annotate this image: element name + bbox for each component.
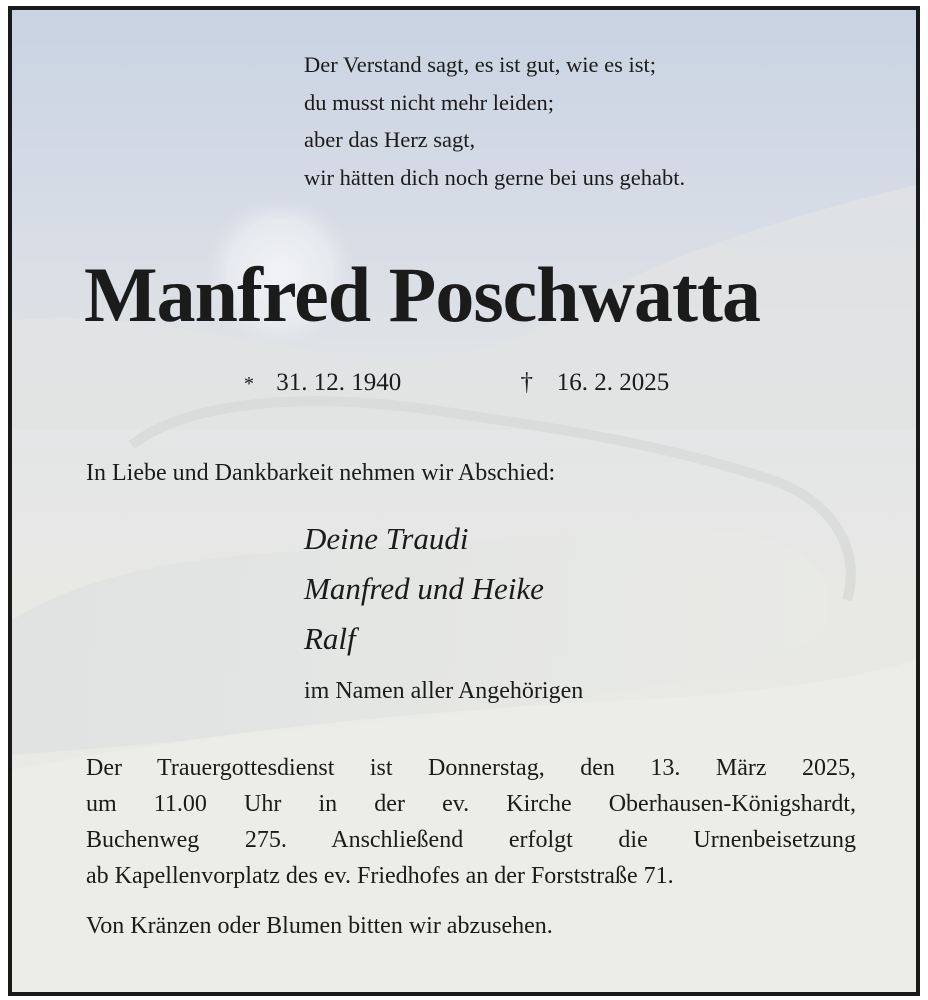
verse-line: Der Verstand sagt, es ist gut, wie es ist; xyxy=(304,52,657,77)
service-line: ab Kapellenvorplatz des ev. Friedhofes an der Forststraße 71. xyxy=(86,863,674,889)
death-date: 16. 2. 2025 xyxy=(556,369,670,396)
on-behalf-line: im Namen aller Angehörigen xyxy=(304,678,584,704)
service-details xyxy=(86,750,856,894)
birth-date: 31. 12. 1940 xyxy=(276,369,402,396)
death-symbol: † xyxy=(520,369,533,396)
farewell-intro: In Liebe und Dankbarkeit nehmen wir Abschied: xyxy=(86,460,556,486)
mourner: Deine Traudi xyxy=(304,521,469,556)
mourner: Ralf xyxy=(304,621,356,656)
service-line: Buchenweg 275. Anschließend erfolgt die Urnenbeisetzung xyxy=(86,827,856,853)
service-line: Der Trauergottesdienst ist Donnerstag, den 13. März 2025, xyxy=(86,755,856,781)
deceased-name: Manfred Poschwatta xyxy=(84,251,760,338)
verse-line: wir hätten dich noch gerne bei uns gehabt. xyxy=(304,164,686,190)
verse-line: du musst nicht mehr leiden; xyxy=(304,89,554,115)
service-line: um 11.00 Uhr in der ev. Kirche Oberhausen-Königshardt, xyxy=(86,791,856,817)
verse xyxy=(304,46,685,196)
mourners-list xyxy=(304,514,544,664)
verse-line: aber das Herz sagt, xyxy=(304,127,476,152)
life-dates xyxy=(244,366,669,401)
closing-note: Von Kränzen oder Blumen bitten wir abzusehen. xyxy=(86,913,553,939)
obituary-notice xyxy=(8,6,920,996)
mourner: Manfred und Heike xyxy=(304,571,544,606)
birth-symbol: * xyxy=(244,373,254,395)
